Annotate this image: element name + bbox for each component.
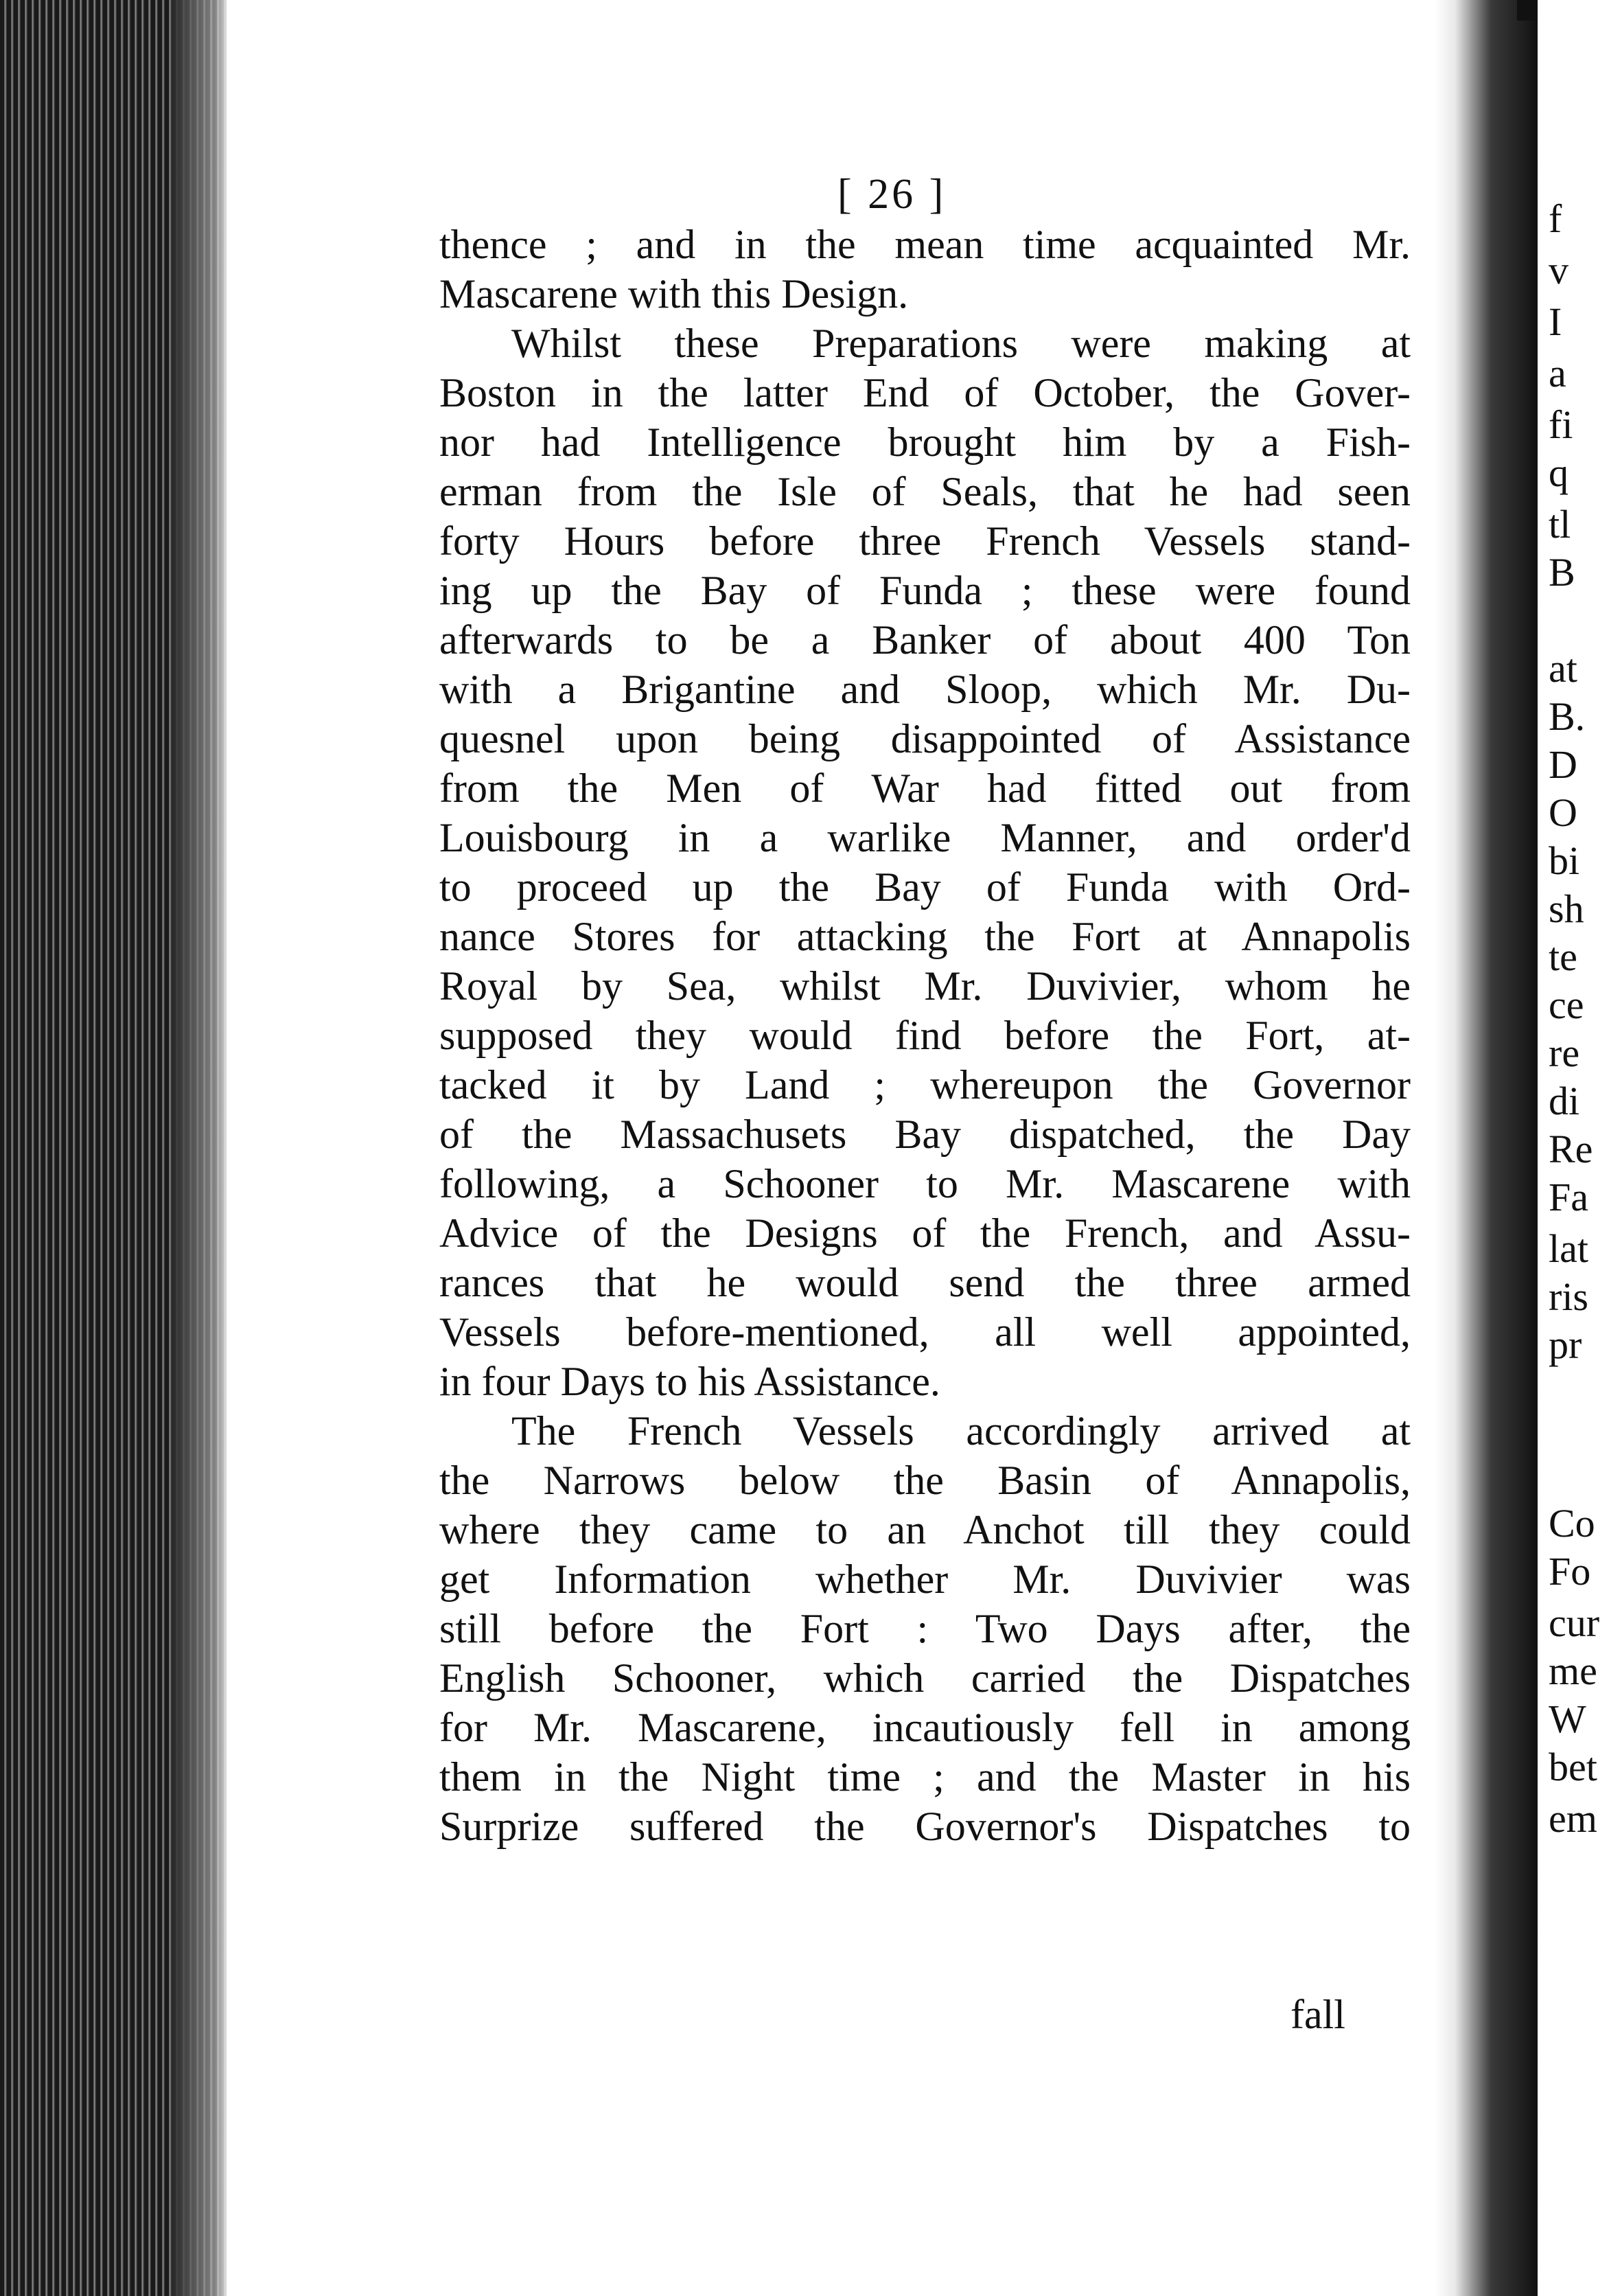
text-line: Mascarene with this Design.: [439, 271, 909, 317]
text-line: The French Vessels accordingly arrived at: [511, 1408, 1411, 1454]
text-line: nor had Intelligence brought him by a Fish-: [439, 420, 1411, 465]
text-line: Whilst these Preparations were making at: [511, 321, 1411, 366]
facing-page-text: cur: [1549, 1600, 1600, 1645]
text-line: thence ; and in the mean time acquainted Mr.: [439, 222, 1411, 267]
facing-page-text: at: [1549, 646, 1577, 691]
facing-page-text: ris: [1549, 1274, 1588, 1319]
facing-page-text: em: [1549, 1796, 1597, 1841]
facing-page-text: v: [1549, 248, 1569, 292]
facing-page-text: B: [1549, 550, 1575, 595]
facing-page-text: di: [1549, 1079, 1580, 1123]
facing-page-text: te: [1549, 934, 1577, 979]
text-line: still before the Fort : Two Days after, the: [439, 1606, 1411, 1651]
text-line: from the Men of War had fitted out from: [439, 766, 1411, 811]
text-line: English Schooner, which carried the Dispatches: [439, 1655, 1411, 1701]
facing-page-text: re: [1549, 1031, 1580, 1075]
facing-page-text: O: [1549, 790, 1577, 835]
text-line: ing up the Bay of Funda ; these were found: [439, 568, 1411, 613]
facing-page-text: sh: [1549, 886, 1584, 931]
facing-page-text: Fa: [1549, 1175, 1588, 1219]
text-line: supposed they would find before the Fort, at-: [439, 1013, 1411, 1058]
facing-page-text: I: [1549, 299, 1562, 344]
text-line: afterwards to be a Banker of about 400 Ton: [439, 617, 1411, 663]
text-line: following, a Schooner to Mr. Mascarene with: [439, 1161, 1411, 1206]
text-line: Advice of the Designs of the French, and Assu-: [439, 1210, 1411, 1256]
text-line: nance Stores for attacking the Fort at Annapolis: [439, 914, 1411, 959]
facing-page-text: ce: [1549, 983, 1584, 1027]
facing-page-text: tl: [1549, 502, 1571, 547]
facing-page-text: lat: [1549, 1226, 1588, 1271]
book-gutter: [1435, 0, 1538, 2296]
text-line: to proceed up the Bay of Funda with Ord-: [439, 864, 1411, 910]
facing-page-text: Re: [1549, 1127, 1593, 1171]
text-line: in four Days to his Assistance.: [439, 1359, 940, 1404]
text-line: forty Hours before three French Vessels stand-: [439, 518, 1411, 564]
facing-page-text: Fo: [1549, 1549, 1591, 1594]
text-line: Boston in the latter End of October, the Gover-: [439, 370, 1411, 415]
facing-page-text: pr: [1549, 1322, 1582, 1367]
text-line: get Information whether Mr. Duvivier was: [439, 1557, 1411, 1602]
facing-page-text: fi: [1549, 402, 1573, 447]
text-line: quesnel upon being disappointed of Assistance: [439, 716, 1411, 761]
text-line: where they came to an Anchot till they could: [439, 1507, 1411, 1552]
facing-page-text: D: [1549, 742, 1577, 787]
text-line: erman from the Isle of Seals, that he had seen: [439, 469, 1411, 514]
text-line: Louisbourg in a warlike Manner, and order'd: [439, 815, 1411, 860]
book-edge-shadow: [172, 0, 233, 2296]
facing-page-text: a: [1549, 351, 1566, 395]
text-line: with a Brigantine and Sloop, which Mr. Du-: [439, 667, 1411, 712]
text-line: rances that he would send the three armed: [439, 1260, 1411, 1305]
facing-page-text: me: [1549, 1649, 1597, 1693]
facing-page-text: f: [1549, 196, 1562, 241]
page-number: [ 26 ]: [837, 171, 947, 218]
text-line: them in the Night time ; and the Master in his: [439, 1754, 1411, 1800]
text-line: of the Massachusets Bay dispatched, the Day: [439, 1112, 1411, 1157]
facing-page-text: W: [1549, 1697, 1586, 1741]
facing-page-text: q: [1549, 450, 1569, 495]
text-line: Royal by Sea, whilst Mr. Duvivier, whom he: [439, 963, 1411, 1009]
facing-page-fragment: [1538, 0, 1609, 2296]
facing-page-text: bi: [1549, 838, 1580, 883]
catchword: fall: [1290, 1992, 1345, 2037]
facing-page-text: bet: [1549, 1745, 1597, 1789]
text-line: the Narrows below the Basin of Annapolis,: [439, 1458, 1411, 1503]
text-line: Vessels before-mentioned, all well appointed,: [439, 1309, 1411, 1355]
facing-page-text: B.: [1549, 694, 1586, 739]
facing-page-text: Co: [1549, 1501, 1595, 1546]
text-line: Surprize suffered the Governor's Dispatches to: [439, 1804, 1411, 1849]
text-line: tacked it by Land ; whereupon the Governor: [439, 1062, 1411, 1107]
body-text: [439, 220, 1411, 1851]
text-line: for Mr. Mascarene, incautiously fell in among: [439, 1705, 1411, 1750]
